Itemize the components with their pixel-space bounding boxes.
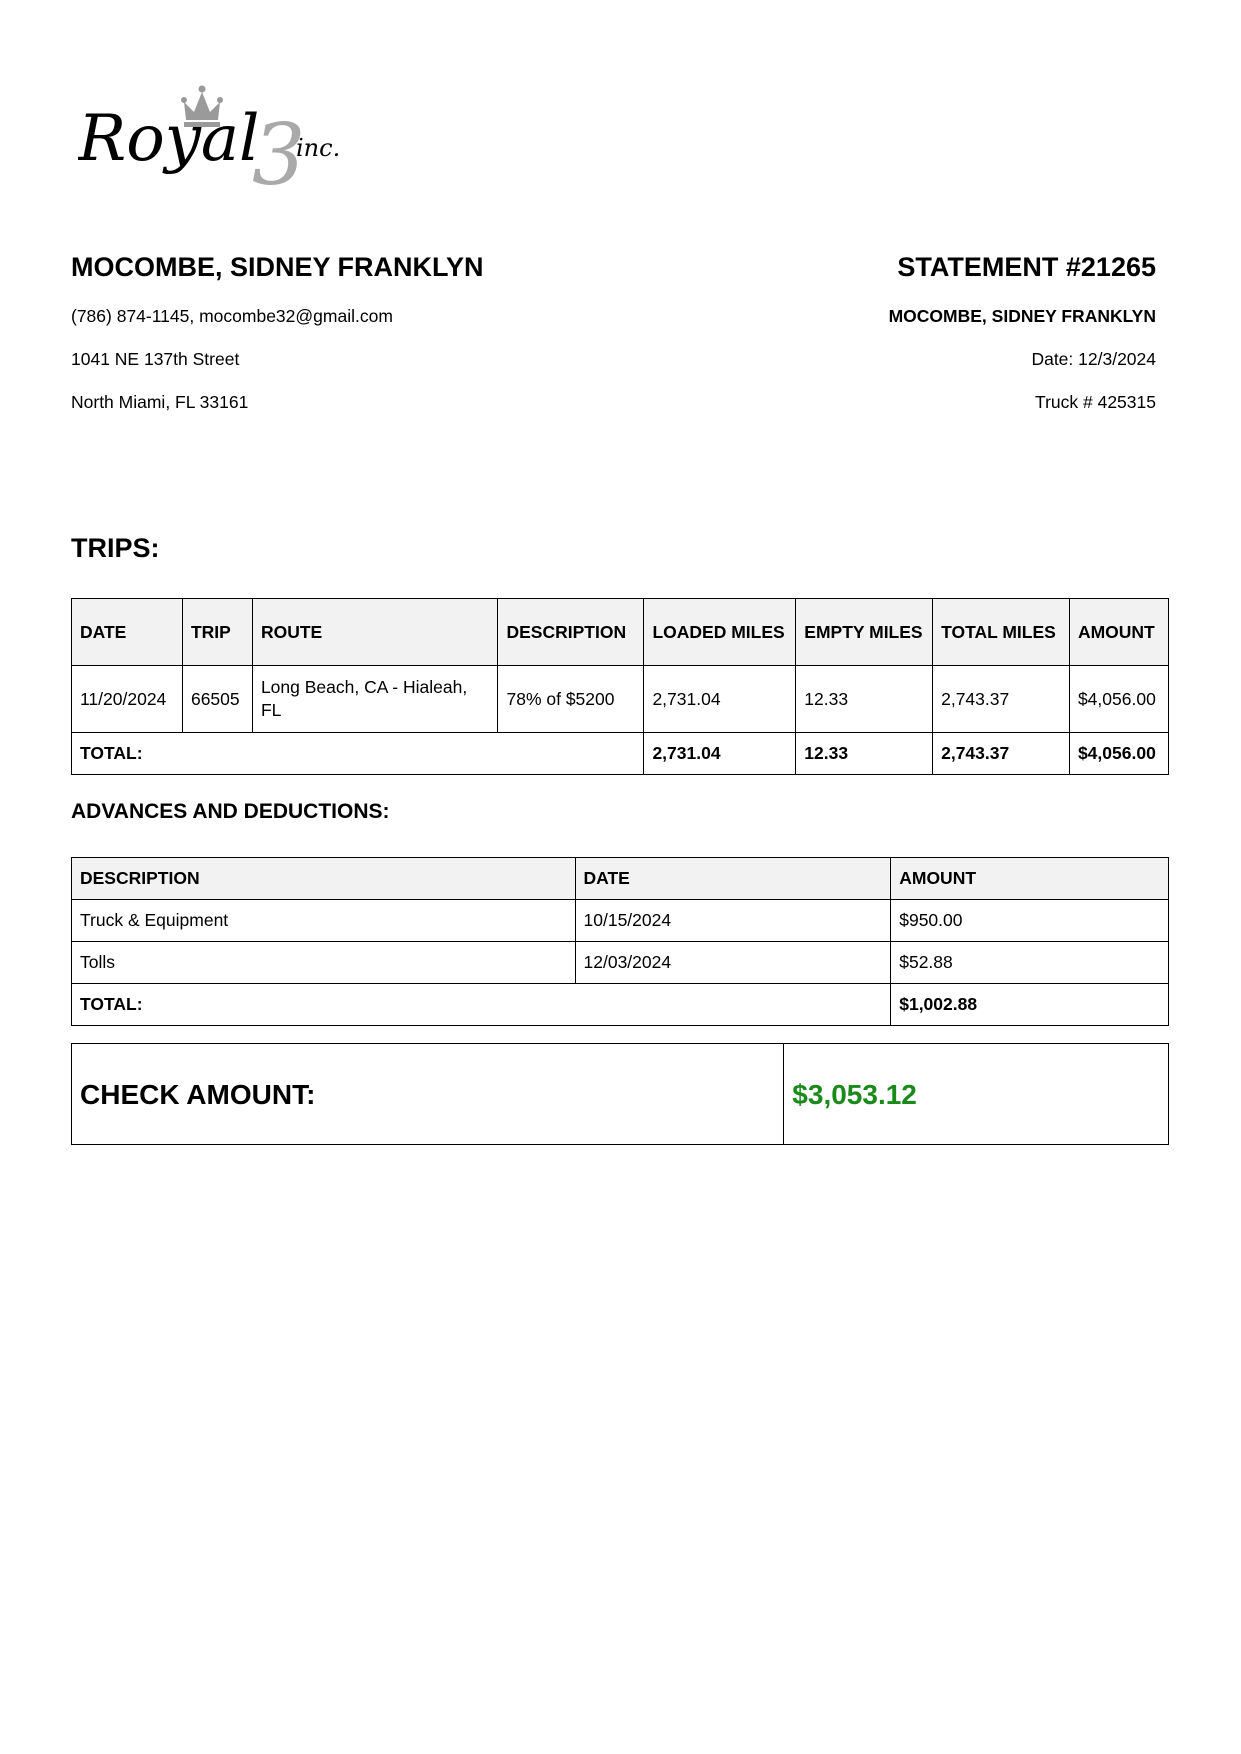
- col-header-trip: TRIP: [182, 599, 252, 666]
- statement-name: MOCOMBE, SIDNEY FRANKLYN: [888, 306, 1156, 326]
- trip-description: 78% of $5200: [498, 666, 644, 733]
- trip-route: Long Beach, CA - Hialeah, FL: [252, 666, 498, 733]
- check-amount-label: CHECK AMOUNT:: [72, 1044, 784, 1145]
- trips-total-total-miles: 2,743.37: [933, 733, 1070, 775]
- advances-total-label: TOTAL:: [72, 984, 891, 1026]
- col-header-route: ROUTE: [252, 599, 498, 666]
- trip-amount: $4,056.00: [1069, 666, 1168, 733]
- col-header-total-miles: TOTAL MILES: [933, 599, 1070, 666]
- statement-truck: Truck # 425315: [1035, 392, 1156, 412]
- royal-3-inc-logo: [78, 78, 388, 193]
- col-header-amount: AMOUNT: [891, 858, 1169, 900]
- trips-section-title: TRIPS:: [71, 533, 160, 563]
- trip-empty-miles: 12.33: [796, 666, 933, 733]
- trips-total-label: TOTAL:: [72, 733, 644, 775]
- col-header-description: DESCRIPTION: [72, 858, 576, 900]
- col-header-date: DATE: [575, 858, 891, 900]
- advance-description: Truck & Equipment: [72, 900, 576, 942]
- advances-total-row: [72, 984, 1169, 1026]
- driver-info: [71, 250, 631, 412]
- trip-number: 66505: [182, 666, 252, 733]
- statement-date: Date: 12/3/2024: [1031, 349, 1156, 369]
- table-row: [72, 942, 1169, 984]
- advance-amount: $52.88: [891, 942, 1169, 984]
- company-logo: [78, 78, 388, 193]
- col-header-amount: AMOUNT: [1069, 599, 1168, 666]
- driver-name: MOCOMBE, SIDNEY FRANKLYN: [71, 252, 484, 282]
- trip-date: 11/20/2024: [72, 666, 183, 733]
- advance-date: 12/03/2024: [575, 942, 891, 984]
- advances-section-title: ADVANCES AND DEDUCTIONS:: [71, 800, 390, 823]
- statement-info: [596, 250, 1156, 412]
- advance-date: 10/15/2024: [575, 900, 891, 942]
- col-header-date: DATE: [72, 599, 183, 666]
- driver-address-line2: North Miami, FL 33161: [71, 392, 249, 412]
- col-header-empty-miles: EMPTY MILES: [796, 599, 933, 666]
- svg-text:Royal: Royal: [78, 102, 260, 176]
- svg-text:inc.: inc.: [296, 134, 341, 162]
- driver-contact: (786) 874-1145, mocombe32@gmail.com: [71, 306, 393, 326]
- check-amount-box: [71, 1043, 1169, 1145]
- driver-address-line1: 1041 NE 137th Street: [71, 349, 240, 369]
- trips-header-row: [72, 599, 1169, 666]
- advances-table: [71, 857, 1169, 1026]
- trips-total-loaded-miles: 2,731.04: [644, 733, 796, 775]
- table-row: [72, 666, 1169, 733]
- trip-total-miles: 2,743.37: [933, 666, 1070, 733]
- advances-total-amount: $1,002.88: [891, 984, 1169, 1026]
- statement-title: STATEMENT #21265: [897, 252, 1156, 282]
- trip-loaded-miles: 2,731.04: [644, 666, 796, 733]
- trips-total-row: [72, 733, 1169, 775]
- advance-description: Tolls: [72, 942, 576, 984]
- advance-amount: $950.00: [891, 900, 1169, 942]
- col-header-description: DESCRIPTION: [498, 599, 644, 666]
- svg-text:3: 3: [252, 106, 306, 193]
- advances-header-row: [72, 858, 1169, 900]
- table-row: [72, 900, 1169, 942]
- trips-table: [71, 598, 1169, 775]
- trips-total-amount: $4,056.00: [1069, 733, 1168, 775]
- check-amount-value: $3,053.12: [784, 1044, 1169, 1145]
- col-header-loaded-miles: LOADED MILES: [644, 599, 796, 666]
- trips-total-empty-miles: 12.33: [796, 733, 933, 775]
